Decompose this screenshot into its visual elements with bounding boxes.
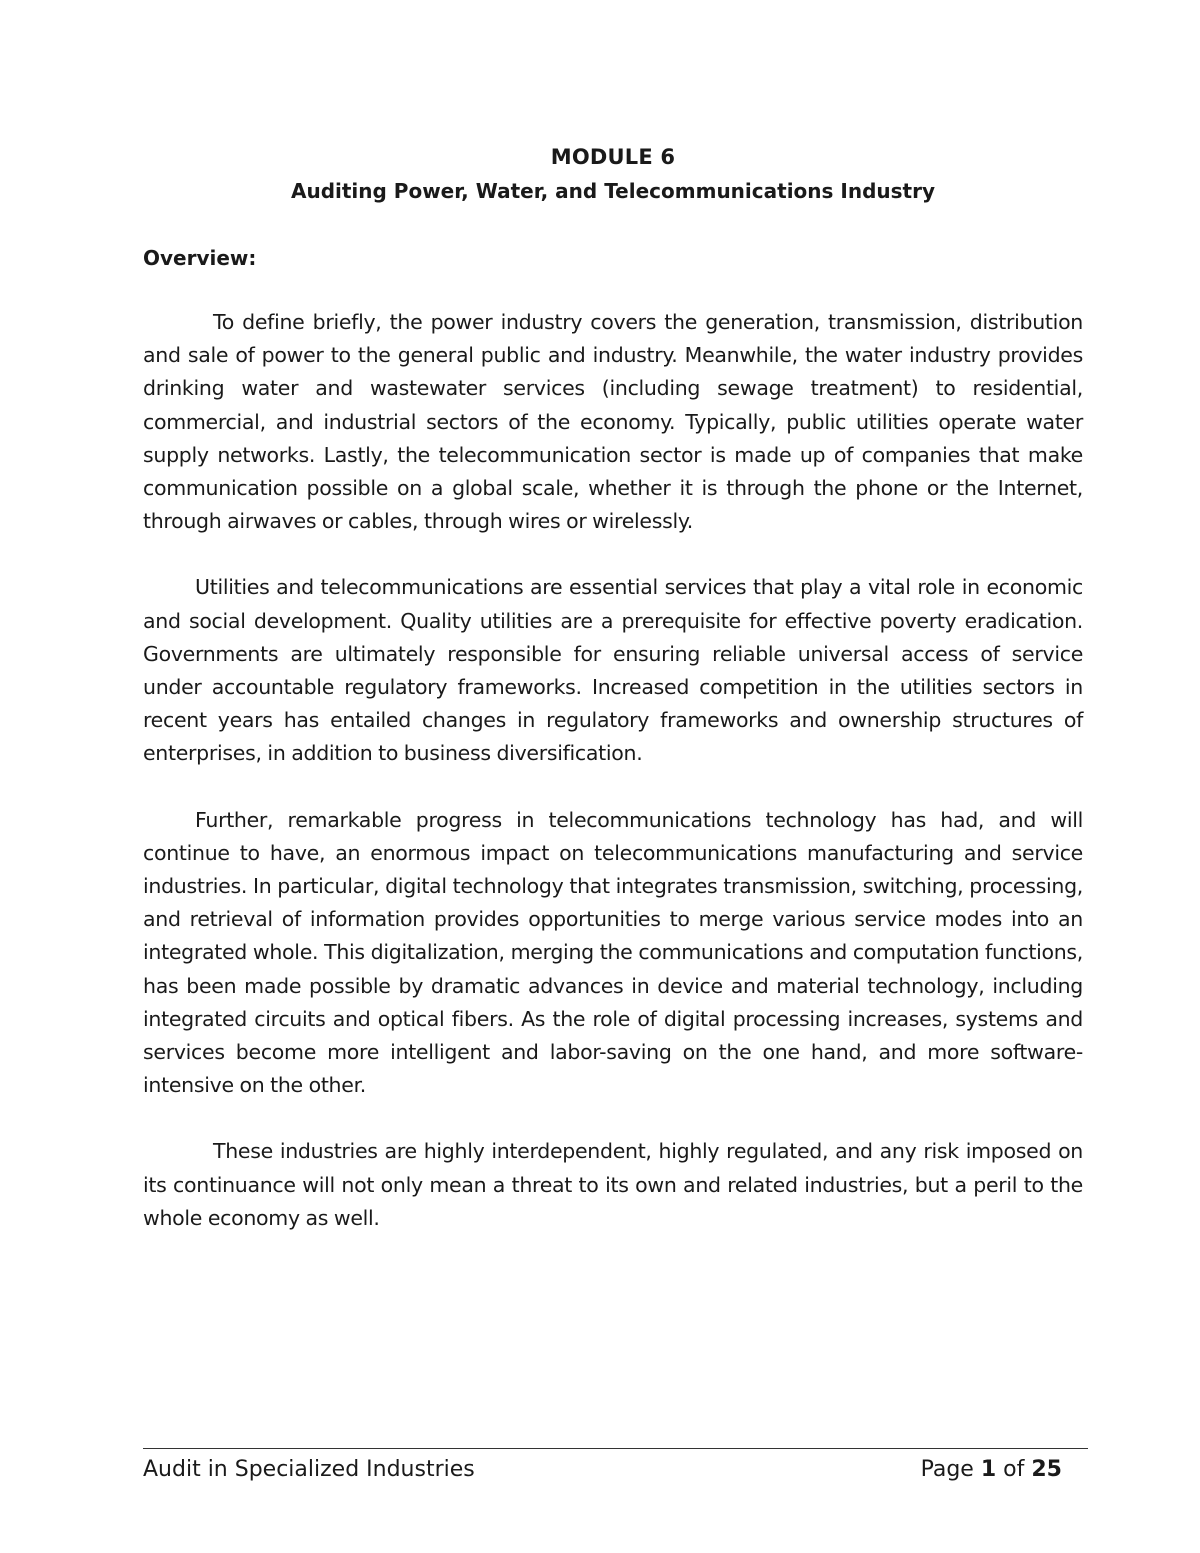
overview-paragraph-4: These industries are highly interdependent, highly regulated, and any risk imposed on its continuance will not only mean a threat to its own and related industries, but a peril to the whole economy as well. — [143, 1139, 1083, 1230]
page-number — [921, 1455, 1088, 1485]
overview-heading: Overview: — [143, 246, 257, 270]
module-title: Auditing Power, Water, and Telecommunications Industry — [290, 179, 935, 203]
total-pages-number: 25 — [1031, 1457, 1062, 1482]
current-page-number: 1 — [980, 1457, 997, 1482]
footer-course-title: Audit in Specialized Industries — [143, 1457, 475, 1482]
page-word: Page — [920, 1457, 974, 1482]
module-label: MODULE 6 — [550, 145, 676, 169]
overview-paragraph-3: Further, remarkable progress in telecommunications technology has had, and will continue to have, an enormous impact on telecommunications manufacturing and service industries. In particular, digital technology that integrates transmission, switching, processing, and retrieval of information provides opportunities to merge various service modes into an integrated whole. This digitalization, merging the communications and computation functions, has been made possible by dramatic advances in device and material technology, including integrated circuits and optical fibers. As the role of digital processing increases, systems and services become more intelligent and labor-saving on the one hand, and more software-intensive on the other. — [143, 807, 1083, 1098]
module-header — [143, 140, 1083, 208]
overview-paragraph-2: Utilities and telecommunications are essential services that play a vital role in economic and social development. Quality utilities are a prerequisite for effective poverty eradication. Governments are ultimately responsible for ensuring reliable universal access of service under accountable regulatory frameworks. Increased competition in the utilities sectors in recent years has entailed changes in regulatory frameworks and ownership structures of enterprises, in addition to business diversification. — [143, 575, 1083, 766]
page-footer — [143, 1448, 1088, 1485]
overview-paragraph-1: To define briefly, the power industry covers the generation, transmission, distribution and sale of power to the general public and industry. Meanwhile, the water industry provides drinking water and wastewater services (including sewage treatment) to residential, commercial, and industrial sectors of the economy. Typically, public utilities operate water supply networks. Lastly, the telecommunication sector is made up of companies that make communication possible on a global scale, whether it is through the phone or the Internet, through airwaves or cables, through wires or wirelessly. — [143, 310, 1083, 534]
of-word: of — [1003, 1457, 1025, 1482]
page-content — [143, 140, 1083, 1268]
